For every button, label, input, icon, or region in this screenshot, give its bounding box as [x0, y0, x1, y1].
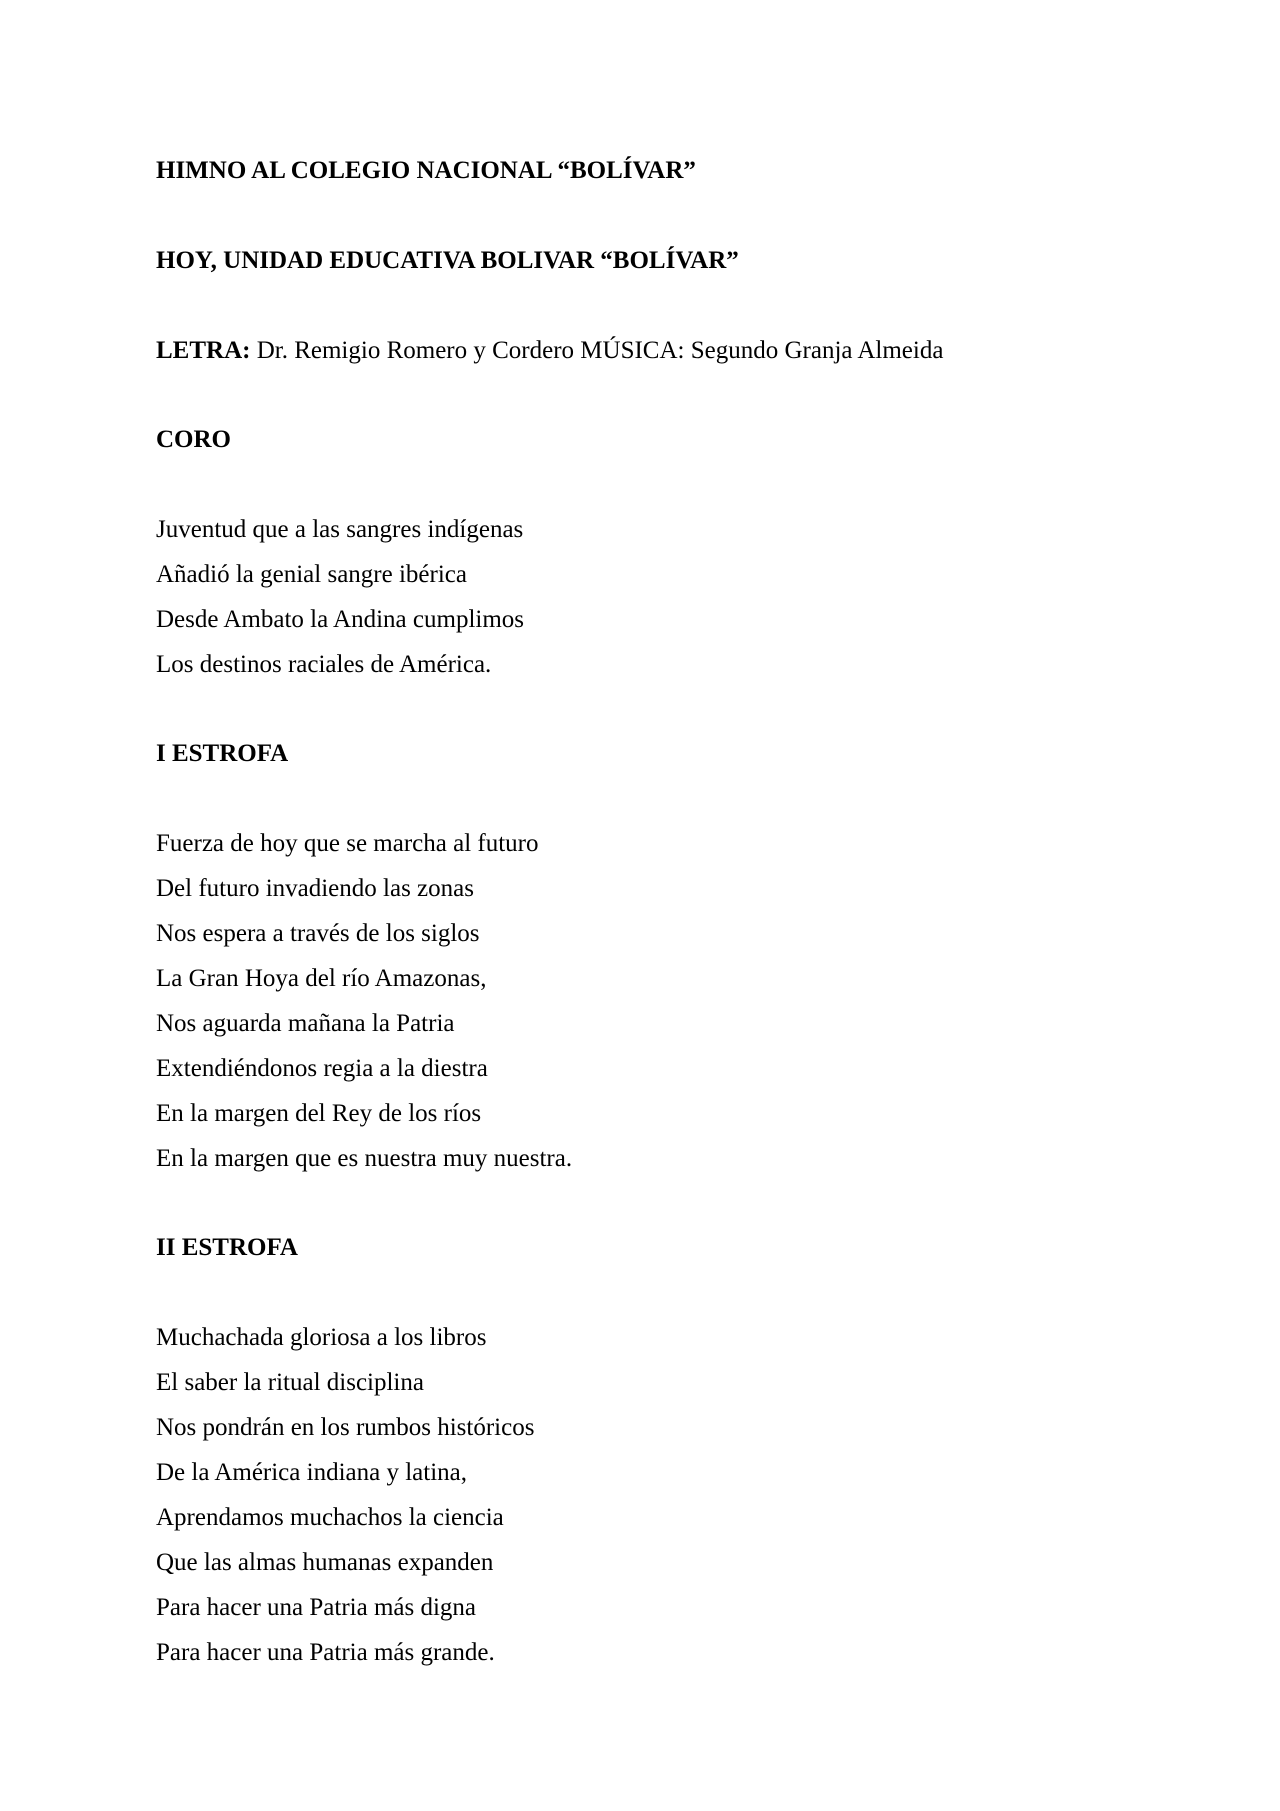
- verse-line: Del futuro invadiendo las zonas: [156, 875, 474, 902]
- verse-line: De la América indiana y latina,: [156, 1459, 467, 1486]
- verse-line: Aprendamos muchachos la ciencia: [156, 1504, 504, 1531]
- verse-line: El saber la ritual disciplina: [156, 1369, 424, 1396]
- credits-label: LETRA:: [156, 337, 251, 364]
- credits-line: [156, 336, 943, 366]
- verse-line: Los destinos raciales de América.: [156, 651, 492, 678]
- verse-line: Que las almas humanas expanden: [156, 1549, 494, 1576]
- verse-line: Nos espera a través de los siglos: [156, 920, 480, 947]
- verse-line: Extendiéndonos regia a la diestra: [156, 1055, 488, 1082]
- verse-line: Desde Ambato la Andina cumplimos: [156, 606, 525, 633]
- verse-line: Nos pondrán en los rumbos históricos: [156, 1414, 535, 1441]
- verse-line: Muchachada gloriosa a los libros: [156, 1324, 487, 1351]
- verse-line: Fuerza de hoy que se marcha al futuro: [156, 830, 539, 857]
- verse-line: Para hacer una Patria más grande.: [156, 1639, 495, 1666]
- verse-line: Juventud que a las sangres indígenas: [156, 516, 524, 543]
- section-heading-estrofa-1: I ESTROFA: [156, 740, 289, 767]
- document-title: HIMNO AL COLEGIO NACIONAL “BOLÍVAR”: [156, 157, 696, 184]
- document-subtitle: HOY, UNIDAD EDUCATIVA BOLIVAR “BOLÍVAR”: [156, 247, 739, 274]
- section-heading-estrofa-2: II ESTROFA: [156, 1234, 298, 1261]
- credits-text: Dr. Remigio Romero y Cordero MÚSICA: Segundo Granja Almeida: [250, 337, 944, 364]
- verse-line: Nos aguarda mañana la Patria: [156, 1010, 455, 1037]
- verse-line: La Gran Hoya del río Amazonas,: [156, 965, 487, 992]
- verse-line: Añadió la genial sangre ibérica: [156, 561, 467, 588]
- section-heading-coro: CORO: [156, 426, 231, 453]
- verse-line: En la margen del Rey de los ríos: [156, 1100, 482, 1127]
- verse-line: En la margen que es nuestra muy nuestra.: [156, 1145, 573, 1172]
- verse-line: Para hacer una Patria más digna: [156, 1594, 477, 1621]
